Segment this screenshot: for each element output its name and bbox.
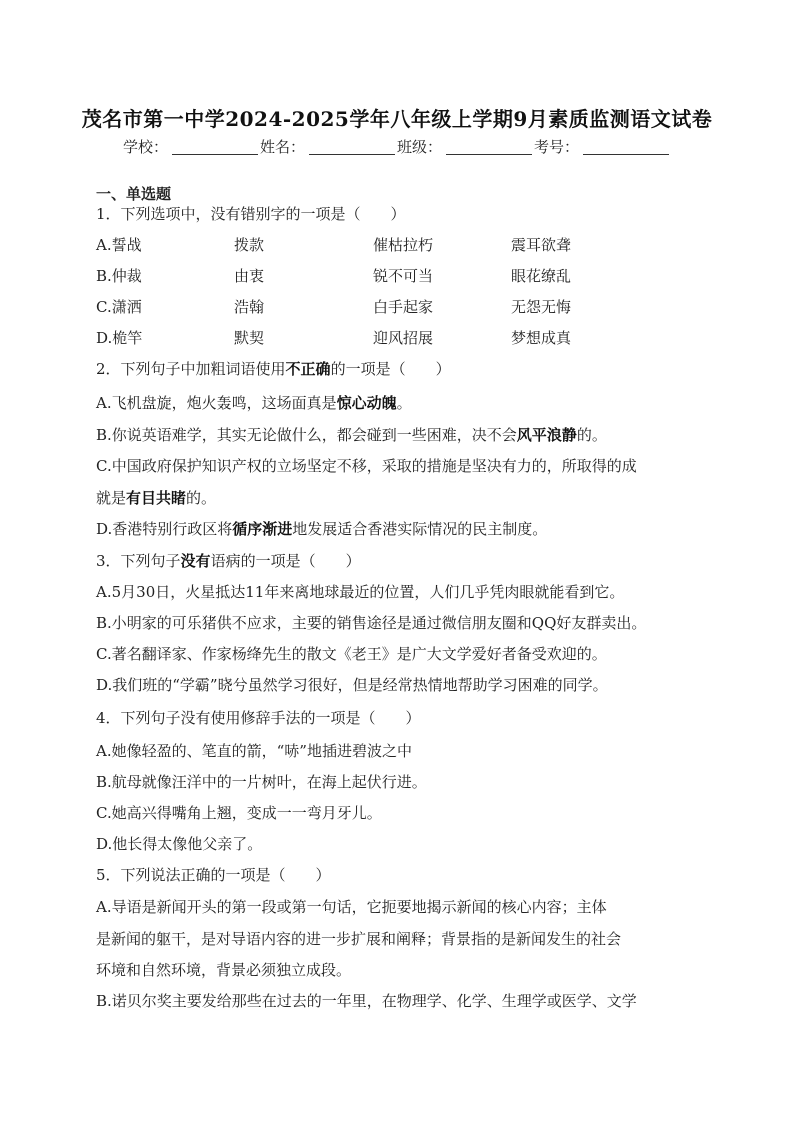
q3-option-a: A.5月30日，火星抵达11年来离地球最近的位置，人们几乎凭肉眼就能看到它。 [96, 583, 625, 601]
q5-option-a-line2: 是新闻的躯干，是对导语内容的进一步扩展和阐释；背景指的是新闻发生的社会 [96, 930, 622, 948]
class-label: 班级： [397, 138, 443, 156]
q1-d-word-3: 迎风招展 [373, 329, 434, 347]
q1-c-word-2: 浩翰 [234, 298, 265, 316]
q2-option-c-line2: 就是有目共睹的。 [96, 489, 217, 507]
section-heading: 一、单选题 [96, 185, 172, 203]
q5-stem: 5．下列说法正确的一项是（ ） [96, 866, 331, 884]
student-info-row [123, 136, 671, 157]
q3-option-d: D.我们班的“学霸”晓兮虽然学习很好，但是经常热情地帮助学习困难的同学。 [96, 676, 608, 694]
q2-option-d: D.香港特别行政区将循序渐进地发展适合香港实际情况的民主制度。 [96, 520, 548, 538]
q1-d-word-4: 梦想成真 [511, 329, 572, 347]
q1-a-word-2: 拨款 [234, 236, 265, 254]
q2-option-b: B.你说英语难学，其实无论做什么，都会碰到一些困难，决不会风平浪静的。 [96, 426, 607, 444]
q2-option-c-line1: C.中国政府保护知识产权的立场坚定不移，采取的措施是坚决有力的，所取得的成 [96, 457, 637, 475]
q1-b-word-4: 眼花缭乱 [511, 267, 572, 285]
q3-stem: 3．下列句子没有语病的一项是（ ） [96, 552, 361, 570]
q5-option-a-line3: 环境和自然环境，背景必须独立成段。 [96, 961, 352, 979]
q1-stem: 1．下列选项中，没有错别字的一项是（ ） [96, 205, 406, 223]
q2-stem: 2．下列句子中加粗词语使用不正确的一项是（ ） [96, 360, 451, 378]
q4-option-d: D.他长得太像他父亲了。 [96, 835, 263, 853]
name-label: 姓名： [260, 138, 306, 156]
number-field[interactable] [583, 139, 669, 155]
q5-option-a-line1: A.导语是新闻开头的第一段或第一句话，它扼要地揭示新闻的核心内容；主体 [96, 898, 607, 916]
q1-c-word-1: C.潇洒 [96, 298, 142, 316]
q1-c-word-3: 白手起家 [373, 298, 434, 316]
class-field[interactable] [446, 139, 532, 155]
q1-a-word-3: 催枯拉朽 [373, 236, 434, 254]
q1-b-word-3: 锐不可当 [373, 267, 434, 285]
q5-option-b-line1: B.诺贝尔奖主要发给那些在过去的一年里，在物理学、化学、生理学或医学、文学 [96, 992, 637, 1010]
q4-option-c: C.她高兴得嘴角上翘，变成一一弯月牙儿。 [96, 804, 382, 822]
exam-title: 茂名市第一中学2024-2025学年八年级上学期9月素质监测语文试卷 [81, 107, 713, 131]
q2-option-a: A.飞机盘旋，炮火轰鸣，这场面真是惊心动魄。 [96, 394, 412, 412]
q1-c-word-4: 无怨无悔 [511, 298, 572, 316]
q3-option-c: C.著名翻译家、作家杨绛先生的散文《老王》是广大文学爱好者备受欢迎的。 [96, 645, 607, 663]
q4-option-b: B.航母就像汪洋中的一片树叶，在海上起伏行进。 [96, 773, 427, 791]
q1-b-word-2: 由衷 [234, 267, 265, 285]
q1-b-word-1: B.仲裁 [96, 267, 142, 285]
number-label: 考号： [534, 138, 580, 156]
q1-d-word-1: D.桅竿 [96, 329, 143, 347]
q4-stem: 4．下列句子没有使用修辞手法的一项是（ ） [96, 709, 421, 727]
q1-a-word-1: A.誓战 [96, 236, 142, 254]
q3-option-b: B.小明家的可乐猪供不应求，主要的销售途径是通过微信朋友圈和QQ好友群卖出。 [96, 614, 647, 632]
school-field[interactable] [172, 139, 258, 155]
q1-a-word-4: 震耳欲聋 [511, 236, 572, 254]
q4-option-a: A.她像轻盈的、笔直的箭，“哧”地插进碧波之中 [96, 742, 412, 760]
q1-d-word-2: 默契 [234, 329, 265, 347]
school-label: 学校： [123, 138, 169, 156]
name-field[interactable] [309, 139, 395, 155]
